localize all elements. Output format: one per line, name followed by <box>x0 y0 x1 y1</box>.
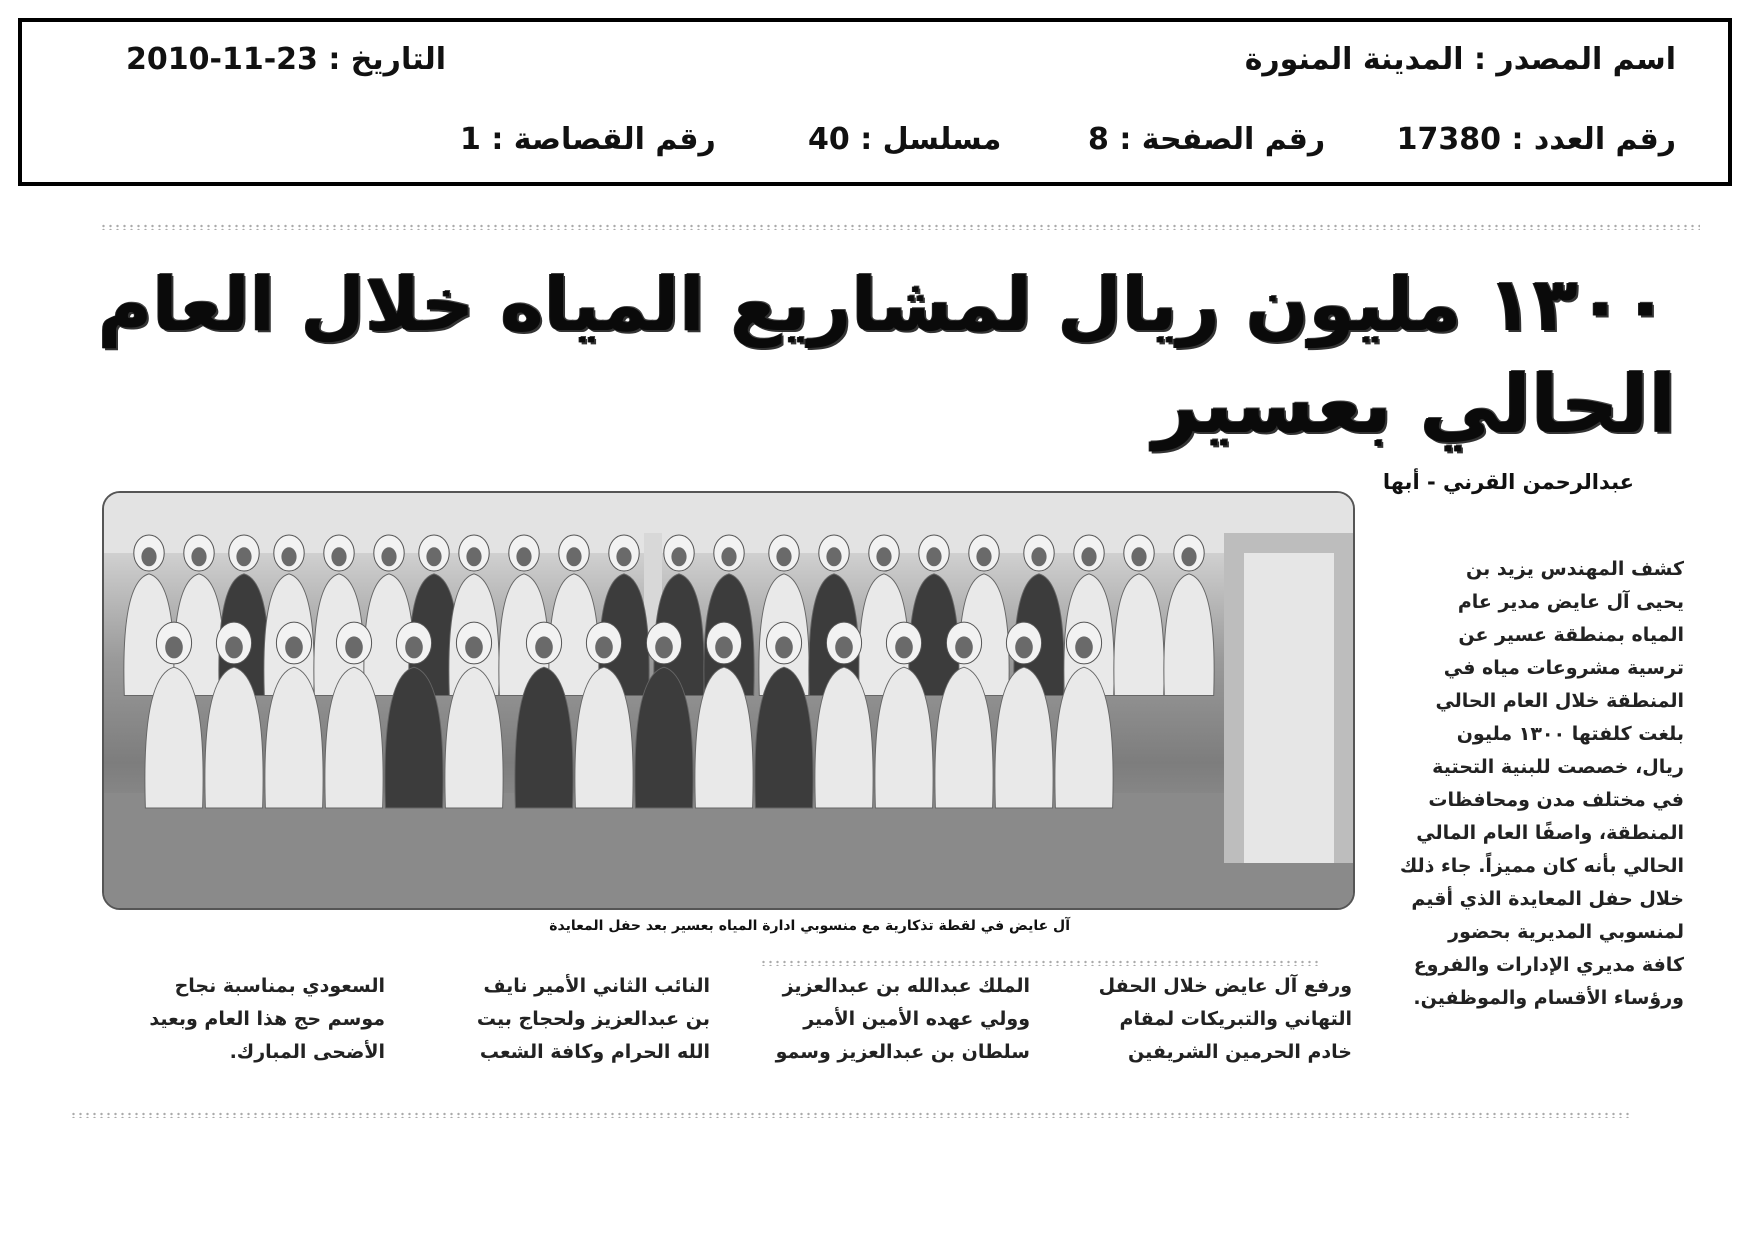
body-column-bottom-4 <box>95 970 385 1069</box>
body-line: كشف المهندس يزيد بن <box>1465 558 1684 580</box>
person-figure <box>549 535 599 696</box>
scan-noise-mid <box>760 960 1320 966</box>
body-line: بلغت كلفتها ١٣٠٠ مليون <box>1456 723 1684 745</box>
body-line: ورفع آل عايض خلال الحفل <box>1098 975 1352 997</box>
body-line: خادم الحرمين الشريفين <box>1128 1041 1352 1063</box>
group-photo-illustration <box>104 493 1353 908</box>
page-number: رقم الصفحة : 8 <box>1088 122 1326 157</box>
body-line: كافة مديري الإدارات والفروع <box>1413 954 1684 976</box>
body-column-bottom-2 <box>740 970 1030 1069</box>
body-line: موسم حج هذا العام وبعيد <box>149 1008 385 1030</box>
body-line: الملك عبدالله بن عبدالعزيز <box>782 975 1030 997</box>
body-line: سلطان بن عبدالعزيز وسمو <box>775 1041 1030 1063</box>
headline-line-1: ١٣٠٠ مليون ريال لمشاريع المياه خلال العام <box>98 262 1668 348</box>
body-line: ترسية مشروعات مياه في <box>1443 657 1684 679</box>
group-photo <box>102 491 1355 910</box>
body-line: في مختلف مدن ومحافظات <box>1428 789 1684 811</box>
scan-noise-bottom <box>70 1112 1630 1118</box>
source-name: اسم المصدر : المدينة المنورة <box>1244 42 1676 77</box>
body-line: المياه بمنطقة عسير عن <box>1458 624 1684 646</box>
person-figure <box>1164 535 1214 696</box>
body-line: خلال حفل المعايدة الذي أقيم <box>1411 888 1684 910</box>
body-line: بن عبدالعزيز ولحجاج بيت <box>476 1008 710 1030</box>
serial-number: مسلسل : 40 <box>808 122 1002 157</box>
body-line: وولي عهده الأمين الأمير <box>803 1008 1030 1030</box>
photo-caption: آل عايض في لقطة تذكارية مع منسوبي ادارة المياه بعسير بعد حفل المعايدة <box>549 918 1070 934</box>
issue-number: رقم العدد : 17380 <box>1396 122 1676 157</box>
publication-date: التاريخ : 23-11-2010 <box>126 42 447 77</box>
body-line: الحالي بأنه كان مميزاً. جاء ذلك <box>1399 855 1684 877</box>
person-figure <box>1114 535 1164 696</box>
byline: عبدالرحمن القرني - أبها <box>1382 470 1634 494</box>
body-line: لمنسوبي المديرية بحضور <box>1448 921 1684 943</box>
scan-noise-top <box>100 224 1700 230</box>
body-column-bottom-1 <box>1062 970 1352 1069</box>
person-figure <box>909 535 959 696</box>
body-column-bottom-3 <box>420 970 710 1069</box>
clip-number: رقم القصاصة : 1 <box>460 122 716 157</box>
body-line: ريال، خصصت للبنية التحتية <box>1432 756 1684 778</box>
body-line: ورؤساء الأقسام والموظفين. <box>1413 987 1684 1009</box>
body-line: الله الحرام وكافة الشعب <box>479 1041 710 1063</box>
body-line: السعودي بمناسبة نجاح <box>174 975 385 997</box>
headline-line-2: الحالي بعسير <box>1152 358 1676 451</box>
body-line: يحيى آل عايض مدير عام <box>1457 591 1684 613</box>
body-column-right <box>1394 553 1684 1015</box>
body-line: الأضحى المبارك. <box>229 1041 385 1063</box>
body-line: التهاني والتبريكات لمقام <box>1119 1008 1352 1030</box>
body-line: النائب الثاني الأمير نايف <box>483 975 710 997</box>
body-line: المنطقة، واصفًا العام المالي <box>1416 822 1684 844</box>
body-line: المنطقة خلال العام الحالي <box>1435 690 1684 712</box>
